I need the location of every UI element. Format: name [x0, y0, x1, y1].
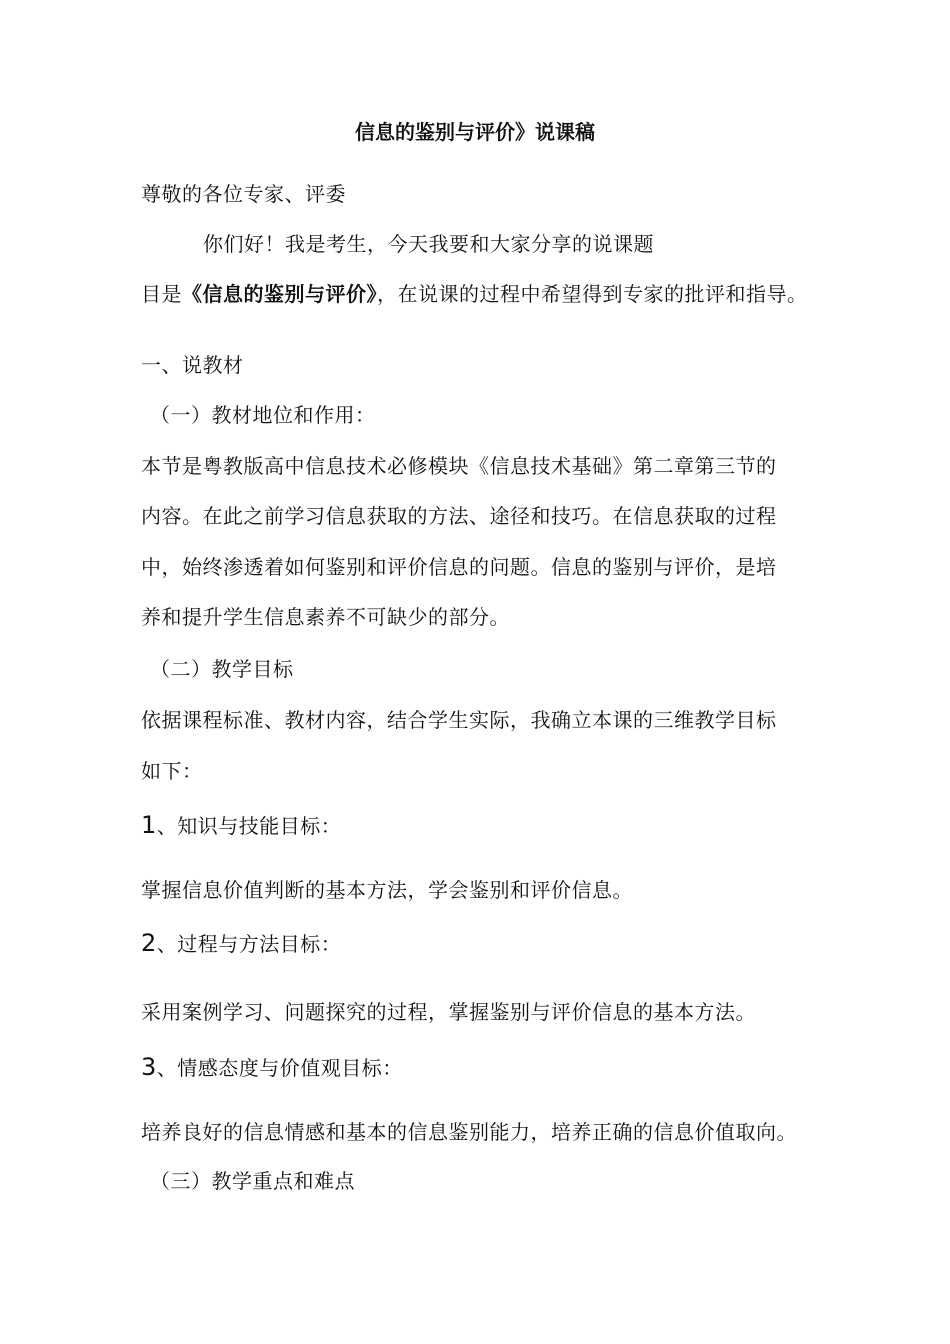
- sub-2-heading: （二）教学目标: [150, 657, 294, 681]
- intro-suffix: ，在说课的过程中希望得到专家的批评和指导。: [377, 282, 808, 306]
- section-1-heading: 一、说教材: [141, 353, 244, 377]
- sub-2-para-line-2: 如下：: [141, 759, 203, 783]
- sub-3-heading: （三）教学重点和难点: [150, 1169, 355, 1193]
- greeting: 尊敬的各位专家、评委: [141, 182, 346, 206]
- goal-3-label: 、情感态度与价值观目标：: [156, 1056, 403, 1080]
- sub-1-heading: （一）教材地位和作用：: [150, 403, 376, 427]
- sub-1-para-line-3: 中，始终渗透着如何鉴别和评价信息的问题。信息的鉴别与评价，是培: [141, 555, 777, 579]
- intro-prefix: 目是: [141, 282, 182, 306]
- goal-2-heading: [141, 929, 341, 958]
- goal-3-heading: [141, 1053, 403, 1082]
- goal-2-label: 、过程与方法目标：: [156, 932, 342, 956]
- intro-line-2: [141, 280, 808, 308]
- intro-course-title: 《信息的鉴别与评价》: [182, 282, 377, 306]
- goal-1-text: 掌握信息价值判断的基本方法，学会鉴别和评价信息。: [141, 878, 633, 902]
- goal-2-text: 采用案例学习、问题探究的过程，掌握鉴别与评价信息的基本方法。: [141, 1000, 756, 1024]
- goal-2-number: 2: [141, 929, 157, 957]
- goal-3-number: 3: [141, 1053, 157, 1081]
- goal-1-number: 1: [141, 811, 157, 839]
- sub-1-para-line-4: 养和提升学生信息素养不可缺少的部分。: [141, 605, 510, 629]
- page-title: 信息的鉴别与评价》说课稿: [355, 120, 595, 144]
- goal-1-heading: [141, 811, 341, 840]
- sub-2-para-line-1: 依据课程标准、教材内容，结合学生实际，我确立本课的三维教学目标: [141, 708, 777, 732]
- sub-1-para-line-1: 本节是粤教版高中信息技术必修模块《信息技术基础》第二章第三节的: [141, 454, 777, 478]
- intro-line-1: 你们好！我是考生，今天我要和大家分享的说课题: [203, 232, 654, 256]
- sub-1-para-line-2: 内容。在此之前学习信息获取的方法、途径和技巧。在信息获取的过程: [141, 504, 777, 528]
- goal-3-text: 培养良好的信息情感和基本的信息鉴别能力，培养正确的信息价值取向。: [141, 1120, 797, 1144]
- goal-1-label: 、知识与技能目标：: [156, 814, 342, 838]
